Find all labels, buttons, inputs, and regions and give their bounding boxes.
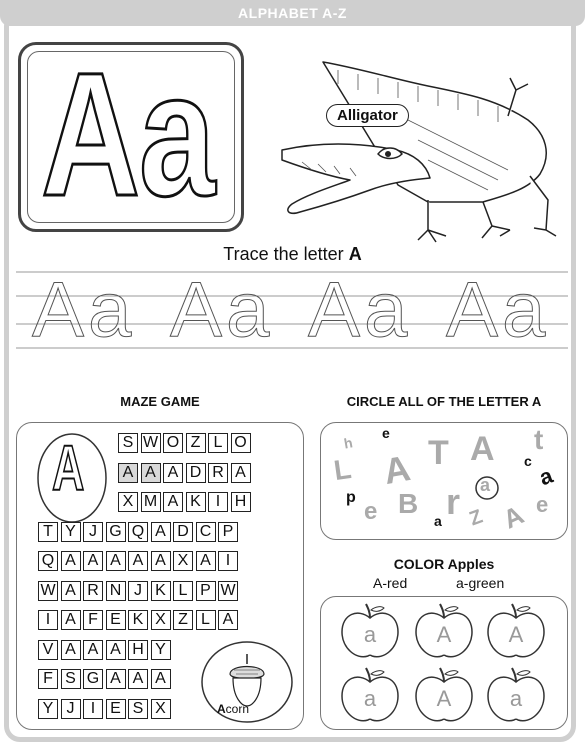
maze-cell[interactable]: I (218, 551, 238, 571)
maze-cell[interactable]: O (163, 433, 183, 453)
legend-green: a-green (456, 575, 505, 591)
maze-cell[interactable]: D (186, 463, 206, 483)
maze-cell[interactable]: Y (151, 640, 171, 660)
maze-cell[interactable]: G (106, 522, 126, 542)
maze-cell[interactable]: A (151, 551, 171, 571)
maze-cell[interactable]: J (61, 699, 81, 719)
maze-cell[interactable]: C (196, 522, 216, 542)
maze-cell[interactable]: A (83, 551, 103, 571)
maze-cell[interactable]: J (83, 522, 103, 542)
trace-word: Aa (446, 265, 550, 353)
scattered-letter[interactable]: h (342, 434, 354, 452)
picture-label: Alligator (326, 104, 409, 127)
alligator-eye (385, 151, 391, 157)
scattered-letter[interactable]: Z (466, 505, 486, 531)
maze-cell[interactable]: A (61, 610, 81, 630)
maze-cell[interactable]: A (61, 551, 81, 571)
apple-letter: A (436, 686, 452, 711)
scattered-letter[interactable]: a (434, 513, 442, 529)
maze-cell[interactable]: A (61, 640, 81, 660)
maze-cell[interactable]: J (128, 581, 148, 601)
apple-letter: A (508, 622, 524, 647)
trace-instruction-letter: A (348, 244, 362, 264)
maze-cell[interactable]: A (141, 463, 161, 483)
maze-cell[interactable]: H (128, 640, 148, 660)
maze-cell[interactable]: Y (38, 699, 58, 719)
scattered-letter[interactable]: p (346, 489, 356, 506)
page-title: ALPHABET A-Z (0, 0, 585, 26)
maze-cell[interactable]: S (61, 669, 81, 689)
apple-letter: a (509, 686, 523, 711)
lowercase-letter: a (139, 37, 216, 233)
circled-letter-ring (474, 475, 500, 501)
scattered-letter[interactable]: B (398, 488, 419, 519)
acorn-label-initial: A (217, 702, 226, 716)
maze-cell[interactable]: K (128, 610, 148, 630)
scattered-letter[interactable]: t (534, 424, 544, 455)
alligator-illustration (278, 50, 568, 250)
maze-cell[interactable]: A (151, 522, 171, 542)
maze-cell[interactable]: E (106, 699, 126, 719)
maze-cell[interactable]: A (151, 669, 171, 689)
scattered-letter[interactable]: e (536, 492, 549, 517)
circle-game-title: CIRCLE ALL OF THE LETTER A (346, 394, 542, 409)
uppercase-letter: A (41, 37, 141, 233)
trace-word: Aa (170, 265, 274, 353)
maze-cell[interactable]: A (83, 640, 103, 660)
maze-badge-letter: A (52, 432, 85, 504)
scattered-letter[interactable]: e (382, 425, 390, 441)
maze-cell[interactable]: M (141, 492, 161, 512)
trace-instruction-text: Trace the letter (223, 244, 349, 264)
maze-cell[interactable]: Q (38, 551, 58, 571)
legend-red: A-red (373, 575, 408, 591)
maze-cell[interactable]: P (218, 522, 238, 542)
maze-cell[interactable]: A (231, 463, 251, 483)
scattered-letter[interactable]: r (446, 481, 461, 522)
maze-cell[interactable]: L (208, 433, 228, 453)
scattered-letter[interactable]: A (498, 499, 529, 535)
maze-cell[interactable]: E (106, 610, 126, 630)
maze-cell[interactable]: D (173, 522, 193, 542)
maze-cell[interactable]: X (151, 610, 171, 630)
maze-cell[interactable]: V (38, 640, 58, 660)
maze-cell[interactable]: L (173, 581, 193, 601)
maze-cell[interactable]: I (38, 610, 58, 630)
maze-cell[interactable]: L (196, 610, 216, 630)
maze-cell[interactable]: A (218, 610, 238, 630)
maze-cell[interactable]: K (151, 581, 171, 601)
scattered-letter[interactable]: A (470, 430, 495, 468)
maze-cell[interactable]: W (141, 433, 161, 453)
maze-cell[interactable]: T (38, 522, 58, 542)
trace-word: Aa (32, 265, 136, 353)
scattered-letter[interactable]: e (364, 498, 378, 525)
apple-letter: a (363, 686, 377, 711)
maze-cell[interactable]: X (118, 492, 138, 512)
scattered-letter[interactable]: L (331, 452, 354, 487)
trace-instruction (0, 244, 585, 265)
maze-cell[interactable]: X (173, 551, 193, 571)
trace-word: Aa (308, 265, 412, 353)
maze-cell[interactable]: X (151, 699, 171, 719)
maze-cell[interactable]: Z (186, 433, 206, 453)
maze-cell[interactable]: Q (128, 522, 148, 542)
maze-cell[interactable]: R (208, 463, 228, 483)
maze-cell[interactable]: G (83, 669, 103, 689)
maze-cell[interactable]: H (231, 492, 251, 512)
maze-cell[interactable]: A (106, 640, 126, 660)
maze-cell[interactable]: P (196, 581, 216, 601)
scattered-letter[interactable]: A (380, 447, 414, 492)
maze-cell[interactable]: I (83, 699, 103, 719)
maze-cell[interactable]: I (208, 492, 228, 512)
apple-letter: A (436, 622, 452, 647)
maze-cell[interactable]: A (128, 551, 148, 571)
maze-cell[interactable]: A (106, 551, 126, 571)
maze-cell[interactable]: A (118, 463, 138, 483)
maze-cell[interactable]: F (38, 669, 58, 689)
tracing-lines (16, 265, 568, 353)
letter-card (18, 37, 244, 233)
maze-cell[interactable]: F (83, 610, 103, 630)
apple-letter: a (363, 622, 377, 647)
apples-title: COLOR Apples (393, 556, 495, 572)
maze-cell[interactable]: A (106, 669, 126, 689)
maze-cell[interactable]: N (106, 581, 126, 601)
maze-cell[interactable]: W (218, 581, 238, 601)
scattered-letter[interactable]: T (428, 434, 449, 472)
maze-cell[interactable]: R (83, 581, 103, 601)
acorn-label-rest: corn (225, 702, 250, 716)
maze-cell[interactable]: W (38, 581, 58, 601)
maze-cell[interactable]: O (231, 433, 251, 453)
maze-cell[interactable]: K (186, 492, 206, 512)
acorn-label (217, 702, 249, 716)
maze-cell[interactable]: A (163, 492, 183, 512)
scattered-letter[interactable]: a (480, 475, 491, 495)
maze-cell[interactable]: A (196, 551, 216, 571)
scattered-letter[interactable]: c (524, 453, 532, 469)
maze-cell[interactable]: A (163, 463, 183, 483)
maze-cell[interactable]: Z (173, 610, 193, 630)
maze-cell[interactable]: Y (61, 522, 81, 542)
maze-cell[interactable]: A (61, 581, 81, 601)
scattered-letter[interactable]: a (535, 462, 556, 491)
maze-cell[interactable]: S (118, 433, 138, 453)
maze-title: MAZE GAME (120, 394, 200, 409)
maze-cell[interactable]: S (128, 699, 148, 719)
maze-cell[interactable]: A (128, 669, 148, 689)
